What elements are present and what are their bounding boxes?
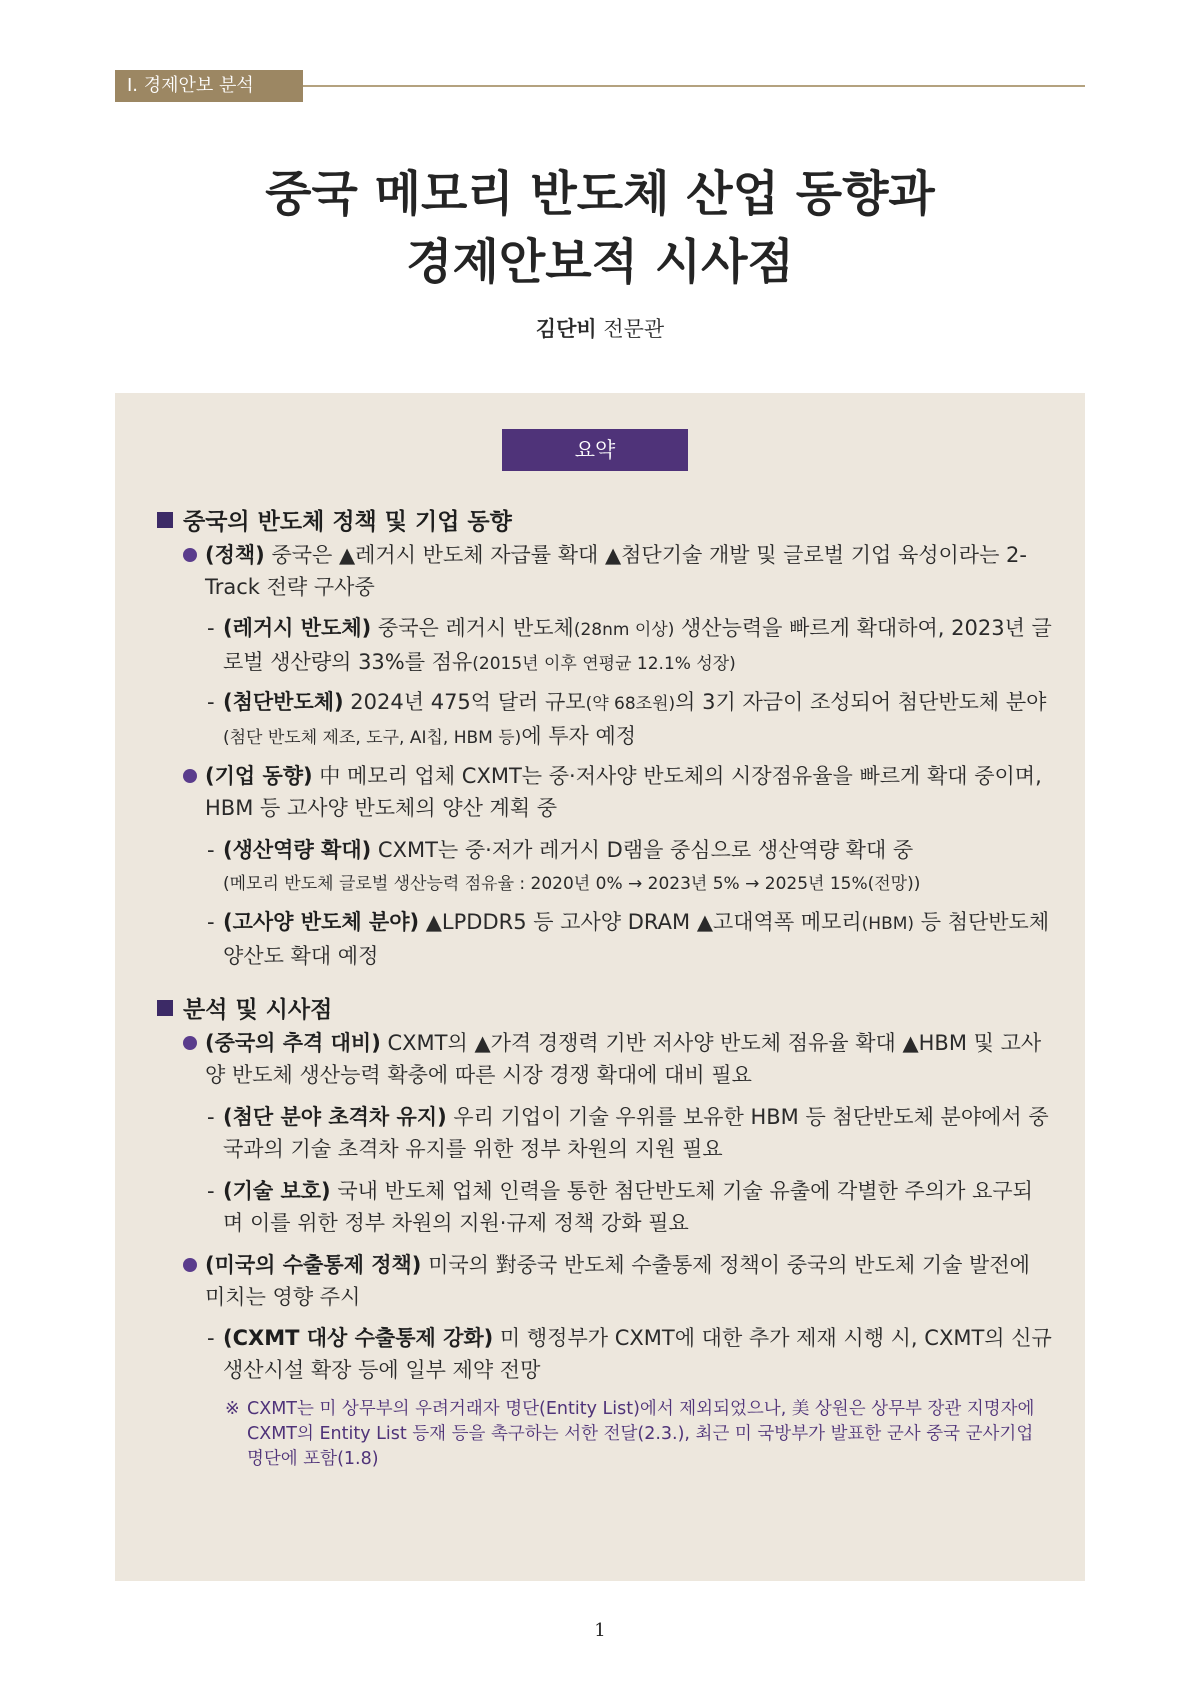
dash-small: (메모리 반도체 글로벌 생산능력 점유율 : 2020년 0% → 2023년 5% → 2025년 15%(전망)) <box>223 874 921 894</box>
note-text: CXMT는 미 상무부의 우려거래자 명단(Entity List)에서 제외되었으나, 美 상원은 상무부 장관 지명자에 CXMT의 Entity List 등재 등을 촉구하는 서한 전달(2.3.), 최근 미 국방부가 발표한 군사 중국 군사기업 명단에 포함(1.8) <box>247 1399 1035 1469</box>
author <box>0 313 1200 343</box>
bullet-china-catchup <box>183 1027 1053 1091</box>
dash-text: 우리 기업이 기술 우위를 보유한 HBM 등 첨단반도체 분야에서 중국과의 기술 초격차 유지를 위한 정부 차원의 지원 필요 <box>223 1105 1049 1161</box>
note-mark: ※ <box>225 1399 240 1419</box>
dash-head: (첨단 분야 초격차 유지) <box>223 1105 447 1129</box>
dash-high-spec <box>207 906 1053 972</box>
dash-small: (28nm 이상) <box>573 620 675 640</box>
bullet-head: (기업 동향) <box>205 764 313 788</box>
dash-head: (첨단반도체) <box>223 690 344 714</box>
bullet-text: 중국은 ▲레거시 반도체 자급률 확대 ▲첨단기술 개발 및 글로벌 기업 육성이라는 2-Track 전략 구사중 <box>205 543 1027 599</box>
dash-super-gap <box>207 1101 1053 1165</box>
section-tag: Ⅰ. 경제안보 분석 <box>115 70 303 102</box>
dash-head: (레거시 반도체) <box>223 616 372 640</box>
dash-cxmt-control <box>207 1322 1053 1386</box>
bullet-us-export-control <box>183 1249 1053 1313</box>
dash-small: (첨단 반도체 제조, 도구, AI칩, HBM 등) <box>223 728 522 748</box>
square-bullet-icon <box>157 1000 173 1016</box>
bullet-text: CXMT의 ▲가격 경쟁력 기반 저사양 반도체 점유율 확대 ▲HBM 및 고사양 반도체 생산능력 확충에 따른 시장 경쟁 확대에 대비 필요 <box>205 1031 1042 1087</box>
dash-legacy <box>207 612 1053 680</box>
dash-text: 국내 반도체 업체 인력을 통한 첨단반도체 기술 유출에 각별한 주의가 요구되며 이를 위한 정부 차원의 지원·규제 정책 강화 필요 <box>223 1179 1033 1235</box>
dash-advanced <box>207 686 1053 754</box>
dash-text: 생산능력을 빠르게 확대하여, 2023년 글로벌 생산량의 33%를 점유 <box>223 616 1052 674</box>
title-line-1: 중국 메모리 반도체 산업 동향과 <box>265 166 935 222</box>
dash-small: (2015년 이후 연평균 12.1% 성장) <box>472 654 736 674</box>
dash-tech-protection <box>207 1175 1053 1239</box>
circle-bullet-icon <box>183 769 197 783</box>
summary-label: 요약 <box>502 429 688 471</box>
square-bullet-icon <box>157 512 173 528</box>
bullet-policy <box>183 539 1053 603</box>
dash-head: (고사양 반도체 분야) <box>223 910 420 934</box>
bullet-head: (중국의 추격 대비) <box>205 1031 381 1055</box>
bullet-head: (정책) <box>205 543 265 567</box>
bullet-text: 미국의 對중국 반도체 수출통제 정책이 중국의 반도체 기술 발전에 미치는 영향 주시 <box>205 1253 1030 1309</box>
dash-text: CXMT는 중·저가 레거시 D램을 중심으로 생산역량 확대 중 <box>371 838 914 862</box>
section-rule <box>303 85 1085 87</box>
dash-small: (약 68조원) <box>585 694 676 714</box>
dash-head: (기술 보호) <box>223 1179 331 1203</box>
dash-text: 의 3기 자금이 조성되어 첨단반도체 분야 <box>675 690 1047 714</box>
title-line-2: 경제안보적 시사점 <box>406 234 794 290</box>
dash-capacity <box>207 834 1053 900</box>
section-heading-2 <box>157 991 332 1024</box>
author-name: 김단비 <box>535 317 597 341</box>
dash-marker: - <box>207 838 215 862</box>
circle-bullet-icon <box>183 1036 197 1050</box>
dash-text: 미 행정부가 CXMT에 대한 추가 제재 시행 시, CXMT의 신규 생산시설 확장 등에 일부 제약 전망 <box>223 1326 1052 1382</box>
page-number: 1 <box>594 1620 606 1641</box>
bullet-company <box>183 760 1053 824</box>
author-role: 전문관 <box>603 317 665 341</box>
bullet-text: 中 메모리 업체 CXMT는 중·저사양 반도체의 시장점유율을 빠르게 확대 중이며, HBM 등 고사양 반도체의 양산 계획 중 <box>205 764 1042 820</box>
circle-bullet-icon <box>183 548 197 562</box>
summary-box <box>115 393 1085 1581</box>
dash-marker: - <box>207 1105 215 1129</box>
section-heading-2-text: 분석 및 시사점 <box>183 997 333 1023</box>
dash-marker: - <box>207 690 215 714</box>
dash-head: (생산역량 확대) <box>223 838 372 862</box>
dash-marker: - <box>207 616 215 640</box>
page-title <box>0 160 1200 296</box>
dash-text: ▲LPDDR5 등 고사양 DRAM ▲고대역폭 메모리 <box>419 910 862 934</box>
bullet-head: (미국의 수출통제 정책) <box>205 1253 422 1277</box>
section-heading-1 <box>157 503 512 536</box>
dash-marker: - <box>207 910 215 934</box>
dash-small: (HBM) <box>861 914 915 934</box>
dash-text: 중국은 레거시 반도체 <box>371 616 574 640</box>
section-heading-1-text: 중국의 반도체 정책 및 기업 동향 <box>183 509 512 535</box>
dash-head: (CXMT 대상 수출통제 강화) <box>223 1326 494 1350</box>
dash-text: 2024년 475억 달러 규모 <box>343 690 586 714</box>
dash-marker: - <box>207 1179 215 1203</box>
dash-text: 에 투자 예정 <box>521 724 637 748</box>
dash-marker: - <box>207 1326 215 1350</box>
footnote <box>225 1397 1053 1472</box>
circle-bullet-icon <box>183 1258 197 1272</box>
dash-text: 등 첨단반도체 양산도 확대 예정 <box>223 910 1050 968</box>
